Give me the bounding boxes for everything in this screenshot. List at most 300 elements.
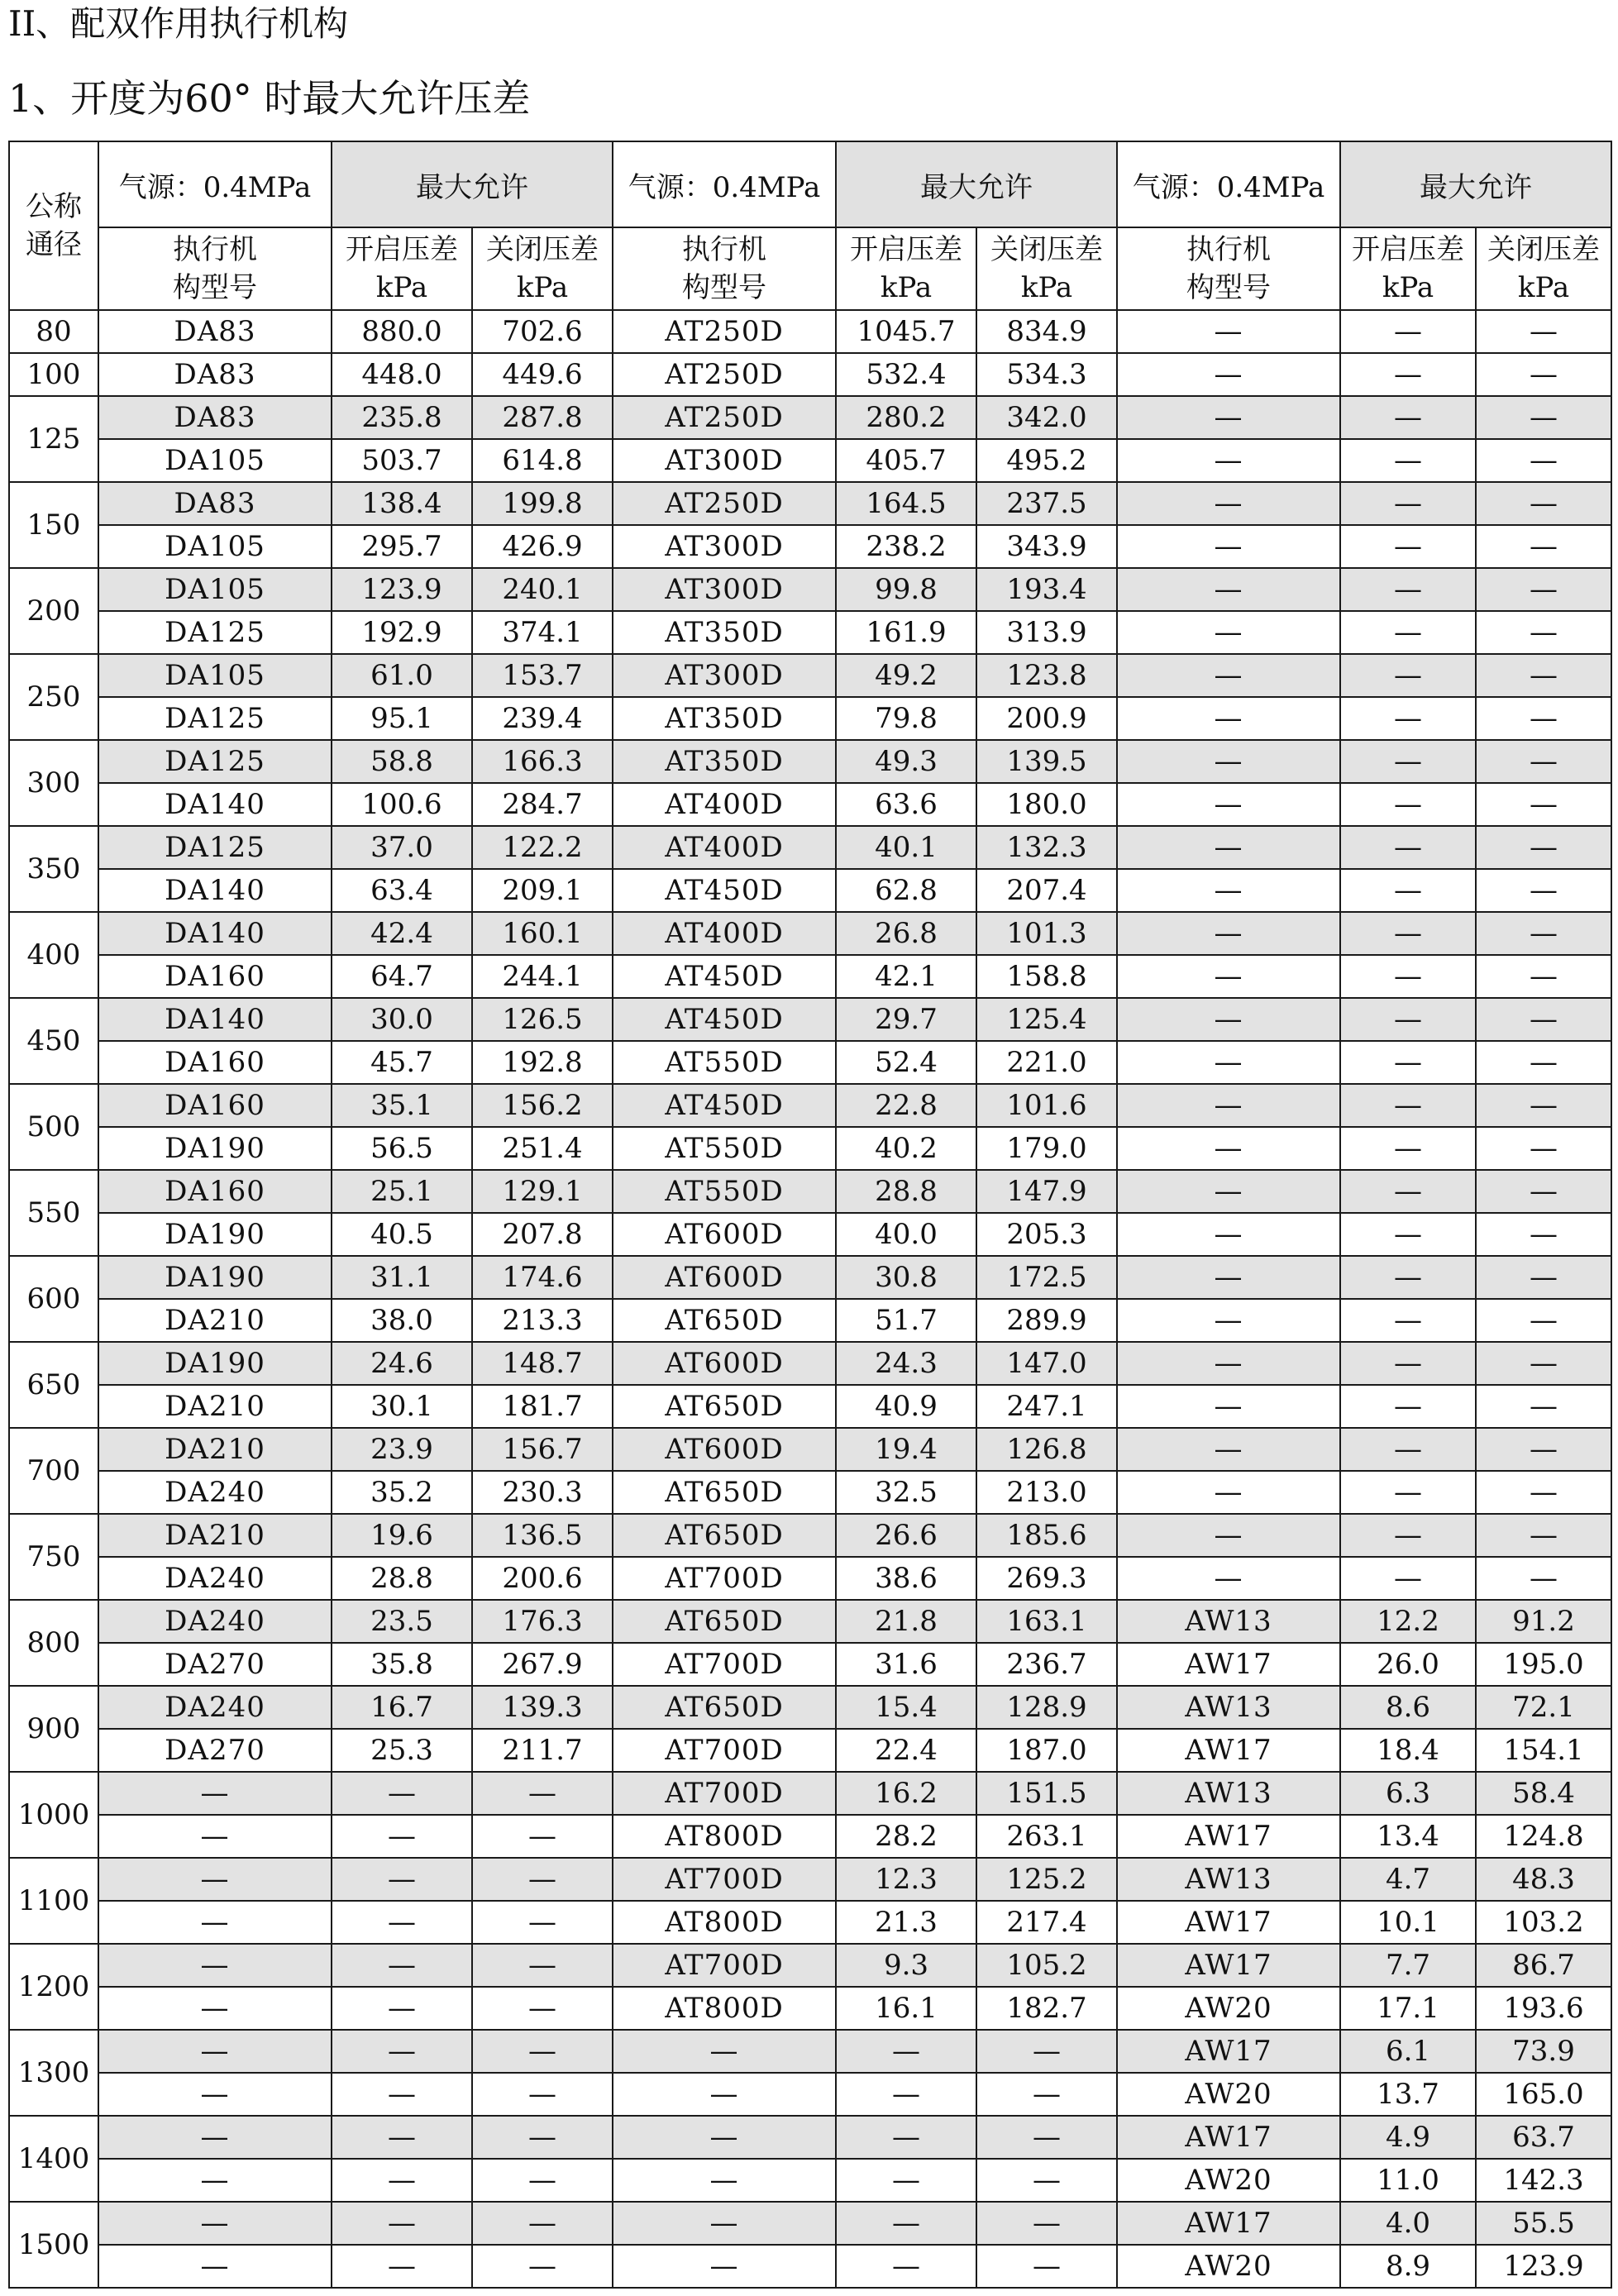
open-diff-3-cell: — [1340, 1170, 1476, 1213]
nominal-diameter-cell: 350 [9, 826, 98, 912]
header-close-label: 关闭压差 [1487, 233, 1600, 266]
open-diff-3-cell: — [1340, 1428, 1476, 1471]
open-diff-1-cell: 38.0 [332, 1299, 472, 1342]
model-aw-cell: — [1117, 1084, 1340, 1127]
model-at-cell: AT650D [613, 1385, 836, 1428]
close-diff-1-cell: 426.9 [472, 525, 613, 568]
model-da-cell: DA240 [98, 1471, 332, 1514]
close-diff-2-cell: 263.1 [976, 1815, 1117, 1858]
open-diff-3-cell: 8.6 [1340, 1686, 1476, 1729]
close-diff-1-cell: 153.7 [472, 654, 613, 697]
model-da-cell: — [98, 2073, 332, 2116]
close-diff-1-cell: — [472, 1772, 613, 1815]
model-at-cell: AT550D [613, 1127, 836, 1170]
open-diff-1-cell: 42.4 [332, 912, 472, 955]
header-model-line1: 执行机 [1186, 233, 1271, 266]
close-diff-3-cell: — [1476, 525, 1611, 568]
close-diff-2-cell: 217.4 [976, 1901, 1117, 1944]
header-unit: kPa [1382, 271, 1434, 304]
close-diff-3-cell: 91.2 [1476, 1600, 1611, 1643]
nominal-diameter-cell: 600 [9, 1256, 98, 1342]
model-at-cell: AT700D [613, 1643, 836, 1686]
table-row [9, 1385, 1611, 1428]
close-diff-1-cell: 166.3 [472, 740, 613, 783]
table-row [9, 1299, 1611, 1342]
close-diff-3-cell: 86.7 [1476, 1944, 1611, 1987]
table-row [9, 1987, 1611, 2030]
open-diff-2-cell: 238.2 [836, 525, 976, 568]
model-at-cell: AT600D [613, 1256, 836, 1299]
close-diff-1-cell: 136.5 [472, 1514, 613, 1557]
nominal-diameter-cell: 700 [9, 1428, 98, 1514]
close-diff-3-cell: — [1476, 1428, 1611, 1471]
table-row [9, 1815, 1611, 1858]
model-at-cell: AT650D [613, 1600, 836, 1643]
open-diff-1-cell: 235.8 [332, 396, 472, 439]
model-aw-cell: — [1117, 740, 1340, 783]
close-diff-1-cell: 284.7 [472, 783, 613, 826]
table-row [9, 2159, 1611, 2202]
open-diff-1-cell: 24.6 [332, 1342, 472, 1385]
close-diff-2-cell: 147.0 [976, 1342, 1117, 1385]
header-open-label: 开启压差 [1352, 233, 1464, 266]
close-diff-1-cell: 122.2 [472, 826, 613, 869]
close-diff-3-cell: — [1476, 869, 1611, 912]
nominal-diameter-cell: 1300 [9, 2030, 98, 2116]
close-diff-1-cell: 702.6 [472, 310, 613, 353]
nominal-diameter-cell: 300 [9, 740, 98, 826]
model-at-cell: AT450D [613, 955, 836, 998]
close-diff-3-cell: 55.5 [1476, 2202, 1611, 2245]
model-at-cell: AT400D [613, 826, 836, 869]
close-diff-2-cell: — [976, 2159, 1117, 2202]
close-diff-1-cell: 614.8 [472, 439, 613, 482]
close-diff-1-cell: — [472, 2202, 613, 2245]
open-diff-3-cell: 10.1 [1340, 1901, 1476, 1944]
close-diff-2-cell: 151.5 [976, 1772, 1117, 1815]
open-diff-3-cell: — [1340, 1213, 1476, 1256]
model-at-cell: AT300D [613, 568, 836, 611]
close-diff-3-cell: — [1476, 1213, 1611, 1256]
open-diff-2-cell: 405.7 [836, 439, 976, 482]
table-row [9, 1256, 1611, 1299]
open-diff-3-cell: 26.0 [1340, 1643, 1476, 1686]
model-aw-cell: AW17 [1117, 2116, 1340, 2159]
open-diff-2-cell: 26.8 [836, 912, 976, 955]
model-at-cell: — [613, 2073, 836, 2116]
model-at-cell: — [613, 2202, 836, 2245]
model-at-cell: AT450D [613, 998, 836, 1041]
open-diff-1-cell: 45.7 [332, 1041, 472, 1084]
close-diff-1-cell: 160.1 [472, 912, 613, 955]
model-da-cell: DA105 [98, 654, 332, 697]
table-row [9, 697, 1611, 740]
nominal-diameter-cell: 1100 [9, 1858, 98, 1944]
close-diff-1-cell: — [472, 2030, 613, 2073]
close-diff-3-cell: 58.4 [1476, 1772, 1611, 1815]
model-da-cell: DA83 [98, 396, 332, 439]
model-da-cell: — [98, 1815, 332, 1858]
close-diff-2-cell: 172.5 [976, 1256, 1117, 1299]
open-diff-3-cell: — [1340, 396, 1476, 439]
model-da-cell: DA240 [98, 1686, 332, 1729]
model-da-cell: DA190 [98, 1213, 332, 1256]
open-diff-3-cell: — [1340, 482, 1476, 525]
model-at-cell: AT700D [613, 1772, 836, 1815]
nominal-diameter-cell: 125 [9, 396, 98, 482]
open-diff-1-cell: 100.6 [332, 783, 472, 826]
open-diff-1-cell: 35.8 [332, 1643, 472, 1686]
open-diff-2-cell: 40.9 [836, 1385, 976, 1428]
model-aw-cell: AW20 [1117, 2159, 1340, 2202]
open-diff-3-cell: — [1340, 611, 1476, 654]
open-diff-2-cell: 22.8 [836, 1084, 976, 1127]
close-diff-1-cell: 251.4 [472, 1127, 613, 1170]
open-diff-2-cell: 40.0 [836, 1213, 976, 1256]
close-diff-2-cell: 200.9 [976, 697, 1117, 740]
open-diff-1-cell: 503.7 [332, 439, 472, 482]
open-diff-1-cell: — [332, 1815, 472, 1858]
close-diff-1-cell: 156.2 [472, 1084, 613, 1127]
table-row [9, 1600, 1611, 1643]
close-diff-1-cell: 209.1 [472, 869, 613, 912]
close-diff-3-cell: 103.2 [1476, 1901, 1611, 1944]
model-aw-cell: — [1117, 1557, 1340, 1600]
open-diff-3-cell: 18.4 [1340, 1729, 1476, 1772]
model-at-cell: AT250D [613, 396, 836, 439]
close-diff-1-cell: 213.3 [472, 1299, 613, 1342]
open-diff-1-cell: 30.0 [332, 998, 472, 1041]
header-nominal-diameter [9, 141, 98, 310]
model-da-cell: DA140 [98, 912, 332, 955]
model-da-cell: — [98, 1772, 332, 1815]
close-diff-1-cell: 129.1 [472, 1170, 613, 1213]
close-diff-1-cell: — [472, 1944, 613, 1987]
close-diff-3-cell: — [1476, 396, 1611, 439]
table-row [9, 955, 1611, 998]
open-diff-2-cell: 62.8 [836, 869, 976, 912]
table-row [9, 826, 1611, 869]
header-model-line1: 执行机 [682, 233, 766, 266]
table-row [9, 1514, 1611, 1557]
model-at-cell: AT800D [613, 1901, 836, 1944]
model-aw-cell: — [1117, 826, 1340, 869]
close-diff-3-cell: — [1476, 740, 1611, 783]
close-diff-3-cell: — [1476, 697, 1611, 740]
model-da-cell: DA125 [98, 826, 332, 869]
model-at-cell: — [613, 2030, 836, 2073]
close-diff-2-cell: 269.3 [976, 1557, 1117, 1600]
header-close-label: 关闭压差 [486, 233, 599, 266]
model-aw-cell: — [1117, 1256, 1340, 1299]
open-diff-1-cell: — [332, 2245, 472, 2288]
open-diff-3-cell: 6.3 [1340, 1772, 1476, 1815]
close-diff-1-cell: 139.3 [472, 1686, 613, 1729]
model-at-cell: AT600D [613, 1342, 836, 1385]
table-row [9, 2116, 1611, 2159]
model-da-cell: DA210 [98, 1385, 332, 1428]
open-diff-3-cell: — [1340, 654, 1476, 697]
close-diff-2-cell: — [976, 2073, 1117, 2116]
close-diff-1-cell: — [472, 1858, 613, 1901]
open-diff-1-cell: 138.4 [332, 482, 472, 525]
model-da-cell: DA83 [98, 482, 332, 525]
table-row [9, 1170, 1611, 1213]
nominal-diameter-cell: 900 [9, 1686, 98, 1772]
open-diff-1-cell: 448.0 [332, 353, 472, 396]
table-row [9, 439, 1611, 482]
table-row [9, 525, 1611, 568]
nominal-diameter-cell: 1400 [9, 2116, 98, 2202]
close-diff-3-cell: 195.0 [1476, 1643, 1611, 1686]
close-diff-1-cell: — [472, 2245, 613, 2288]
model-at-cell: AT450D [613, 869, 836, 912]
open-diff-2-cell: 15.4 [836, 1686, 976, 1729]
table-row [9, 482, 1611, 525]
table-row [9, 1772, 1611, 1815]
header-opening-diff-3 [1340, 227, 1476, 310]
close-diff-1-cell: 267.9 [472, 1643, 613, 1686]
table-row [9, 2030, 1611, 2073]
model-aw-cell: — [1117, 697, 1340, 740]
open-diff-2-cell: 38.6 [836, 1557, 976, 1600]
model-at-cell: AT700D [613, 1858, 836, 1901]
model-da-cell: DA270 [98, 1729, 332, 1772]
nominal-diameter-cell: 650 [9, 1342, 98, 1428]
open-diff-1-cell: — [332, 1944, 472, 1987]
close-diff-3-cell: — [1476, 1041, 1611, 1084]
model-at-cell: AT450D [613, 1084, 836, 1127]
open-diff-3-cell: — [1340, 439, 1476, 482]
open-diff-3-cell: 8.9 [1340, 2245, 1476, 2288]
close-diff-2-cell: 179.0 [976, 1127, 1117, 1170]
model-aw-cell: — [1117, 310, 1340, 353]
open-diff-1-cell: — [332, 2116, 472, 2159]
open-diff-2-cell: 28.8 [836, 1170, 976, 1213]
open-diff-1-cell: 35.1 [332, 1084, 472, 1127]
open-diff-1-cell: — [332, 2073, 472, 2116]
open-diff-1-cell: 880.0 [332, 310, 472, 353]
open-diff-1-cell: 61.0 [332, 654, 472, 697]
open-diff-3-cell: — [1340, 310, 1476, 353]
open-diff-2-cell: 51.7 [836, 1299, 976, 1342]
model-at-cell: AT650D [613, 1686, 836, 1729]
model-da-cell: DA210 [98, 1428, 332, 1471]
close-diff-2-cell: 213.0 [976, 1471, 1117, 1514]
model-da-cell: DA83 [98, 353, 332, 396]
close-diff-1-cell: 200.6 [472, 1557, 613, 1600]
close-diff-1-cell: 207.8 [472, 1213, 613, 1256]
model-da-cell: DA125 [98, 611, 332, 654]
nominal-diameter-cell: 80 [9, 310, 98, 353]
open-diff-1-cell: 123.9 [332, 568, 472, 611]
model-at-cell: AT550D [613, 1170, 836, 1213]
close-diff-1-cell: 174.6 [472, 1256, 613, 1299]
close-diff-2-cell: 289.9 [976, 1299, 1117, 1342]
open-diff-2-cell: — [836, 2159, 976, 2202]
table-row [9, 783, 1611, 826]
open-diff-2-cell: 42.1 [836, 955, 976, 998]
header-closing-diff-3 [1476, 227, 1611, 310]
open-diff-3-cell: — [1340, 1342, 1476, 1385]
open-diff-2-cell: 49.3 [836, 740, 976, 783]
model-aw-cell: AW13 [1117, 1600, 1340, 1643]
open-diff-2-cell: 22.4 [836, 1729, 976, 1772]
close-diff-2-cell: 125.2 [976, 1858, 1117, 1901]
model-at-cell: AT700D [613, 1557, 836, 1600]
model-aw-cell: — [1117, 1428, 1340, 1471]
open-diff-2-cell: — [836, 2202, 976, 2245]
close-diff-3-cell: — [1476, 1557, 1611, 1600]
model-aw-cell: — [1117, 955, 1340, 998]
model-aw-cell: — [1117, 396, 1340, 439]
table-row [9, 654, 1611, 697]
open-diff-2-cell: 161.9 [836, 611, 976, 654]
close-diff-3-cell: — [1476, 1256, 1611, 1299]
open-diff-1-cell: 30.1 [332, 1385, 472, 1428]
close-diff-3-cell: 63.7 [1476, 2116, 1611, 2159]
close-diff-2-cell: 101.6 [976, 1084, 1117, 1127]
open-diff-3-cell: — [1340, 1471, 1476, 1514]
nominal-diameter-cell: 1200 [9, 1944, 98, 2030]
model-aw-cell: — [1117, 1342, 1340, 1385]
open-diff-3-cell: — [1340, 998, 1476, 1041]
header-air-source-2: 气源：0.4MPa [613, 141, 836, 227]
close-diff-1-cell: — [472, 1815, 613, 1858]
close-diff-1-cell: 181.7 [472, 1385, 613, 1428]
model-da-cell: DA83 [98, 310, 332, 353]
table-row [9, 611, 1611, 654]
model-aw-cell: — [1117, 482, 1340, 525]
header-unit: kPa [1517, 271, 1570, 304]
open-diff-2-cell: 16.2 [836, 1772, 976, 1815]
model-aw-cell: AW20 [1117, 1987, 1340, 2030]
close-diff-3-cell: 72.1 [1476, 1686, 1611, 1729]
close-diff-2-cell: 343.9 [976, 525, 1117, 568]
header-dn-line1: 公称 [26, 190, 82, 223]
model-da-cell: — [98, 2030, 332, 2073]
table-row [9, 1428, 1611, 1471]
model-aw-cell: — [1117, 611, 1340, 654]
close-diff-1-cell: 148.7 [472, 1342, 613, 1385]
close-diff-3-cell: 165.0 [1476, 2073, 1611, 2116]
open-diff-2-cell: 52.4 [836, 1041, 976, 1084]
open-diff-2-cell: 32.5 [836, 1471, 976, 1514]
model-da-cell: DA190 [98, 1127, 332, 1170]
model-at-cell: AT650D [613, 1514, 836, 1557]
open-diff-2-cell: 532.4 [836, 353, 976, 396]
model-da-cell: DA160 [98, 1041, 332, 1084]
close-diff-3-cell: — [1476, 1084, 1611, 1127]
model-at-cell: AT700D [613, 1944, 836, 1987]
open-diff-2-cell: 16.1 [836, 1987, 976, 2030]
nominal-diameter-cell: 150 [9, 482, 98, 568]
open-diff-2-cell: 21.8 [836, 1600, 976, 1643]
open-diff-1-cell: — [332, 1772, 472, 1815]
model-aw-cell: — [1117, 353, 1340, 396]
close-diff-1-cell: 239.4 [472, 697, 613, 740]
close-diff-2-cell: 185.6 [976, 1514, 1117, 1557]
header-unit: kPa [880, 271, 933, 304]
open-diff-1-cell: 58.8 [332, 740, 472, 783]
header-model-line1: 执行机 [173, 233, 257, 266]
model-at-cell: AT300D [613, 654, 836, 697]
close-diff-2-cell: 205.3 [976, 1213, 1117, 1256]
open-diff-1-cell: — [332, 1987, 472, 2030]
open-diff-3-cell: — [1340, 697, 1476, 740]
open-diff-2-cell: 280.2 [836, 396, 976, 439]
model-at-cell: AT350D [613, 740, 836, 783]
open-diff-2-cell: 19.4 [836, 1428, 976, 1471]
model-da-cell: DA160 [98, 955, 332, 998]
header-max-allowed-1: 最大允许 [332, 141, 613, 227]
table-row [9, 912, 1611, 955]
close-diff-2-cell: 834.9 [976, 310, 1117, 353]
nominal-diameter-cell: 800 [9, 1600, 98, 1686]
open-diff-1-cell: 31.1 [332, 1256, 472, 1299]
open-diff-2-cell: 9.3 [836, 1944, 976, 1987]
open-diff-3-cell: — [1340, 783, 1476, 826]
close-diff-2-cell: 158.8 [976, 955, 1117, 998]
table-row [9, 1901, 1611, 1944]
open-diff-3-cell: 6.1 [1340, 2030, 1476, 2073]
table-row [9, 1686, 1611, 1729]
model-aw-cell: — [1117, 783, 1340, 826]
close-diff-3-cell: — [1476, 1127, 1611, 1170]
nominal-diameter-cell: 1000 [9, 1772, 98, 1858]
close-diff-3-cell: — [1476, 482, 1611, 525]
open-diff-3-cell: — [1340, 1557, 1476, 1600]
open-diff-3-cell: 13.7 [1340, 2073, 1476, 2116]
open-diff-2-cell: 164.5 [836, 482, 976, 525]
open-diff-1-cell: 19.6 [332, 1514, 472, 1557]
close-diff-2-cell: 187.0 [976, 1729, 1117, 1772]
nominal-diameter-cell: 100 [9, 353, 98, 396]
header-unit: kPa [1020, 271, 1073, 304]
model-da-cell: DA105 [98, 439, 332, 482]
table-row [9, 740, 1611, 783]
table-row [9, 869, 1611, 912]
table-row [9, 1342, 1611, 1385]
close-diff-3-cell: — [1476, 568, 1611, 611]
model-at-cell: AT800D [613, 1815, 836, 1858]
table-row [9, 1084, 1611, 1127]
open-diff-3-cell: — [1340, 525, 1476, 568]
header-open-label: 开启压差 [346, 233, 458, 266]
header-closing-diff-1 [472, 227, 613, 310]
close-diff-3-cell: — [1476, 1385, 1611, 1428]
header-opening-diff-2 [836, 227, 976, 310]
model-da-cell: DA160 [98, 1170, 332, 1213]
open-diff-3-cell: 13.4 [1340, 1815, 1476, 1858]
model-aw-cell: AW13 [1117, 1686, 1340, 1729]
table-row [9, 998, 1611, 1041]
model-at-cell: AT350D [613, 611, 836, 654]
close-diff-2-cell: 534.3 [976, 353, 1117, 396]
model-da-cell: — [98, 2159, 332, 2202]
open-diff-2-cell: — [836, 2245, 976, 2288]
close-diff-3-cell: 123.9 [1476, 2245, 1611, 2288]
close-diff-2-cell: — [976, 2245, 1117, 2288]
model-at-cell: AT400D [613, 912, 836, 955]
model-da-cell: — [98, 2116, 332, 2159]
close-diff-3-cell: — [1476, 611, 1611, 654]
close-diff-1-cell: 126.5 [472, 998, 613, 1041]
model-aw-cell: AW13 [1117, 1858, 1340, 1901]
open-diff-3-cell: — [1340, 955, 1476, 998]
close-diff-3-cell: — [1476, 439, 1611, 482]
close-diff-2-cell: 193.4 [976, 568, 1117, 611]
